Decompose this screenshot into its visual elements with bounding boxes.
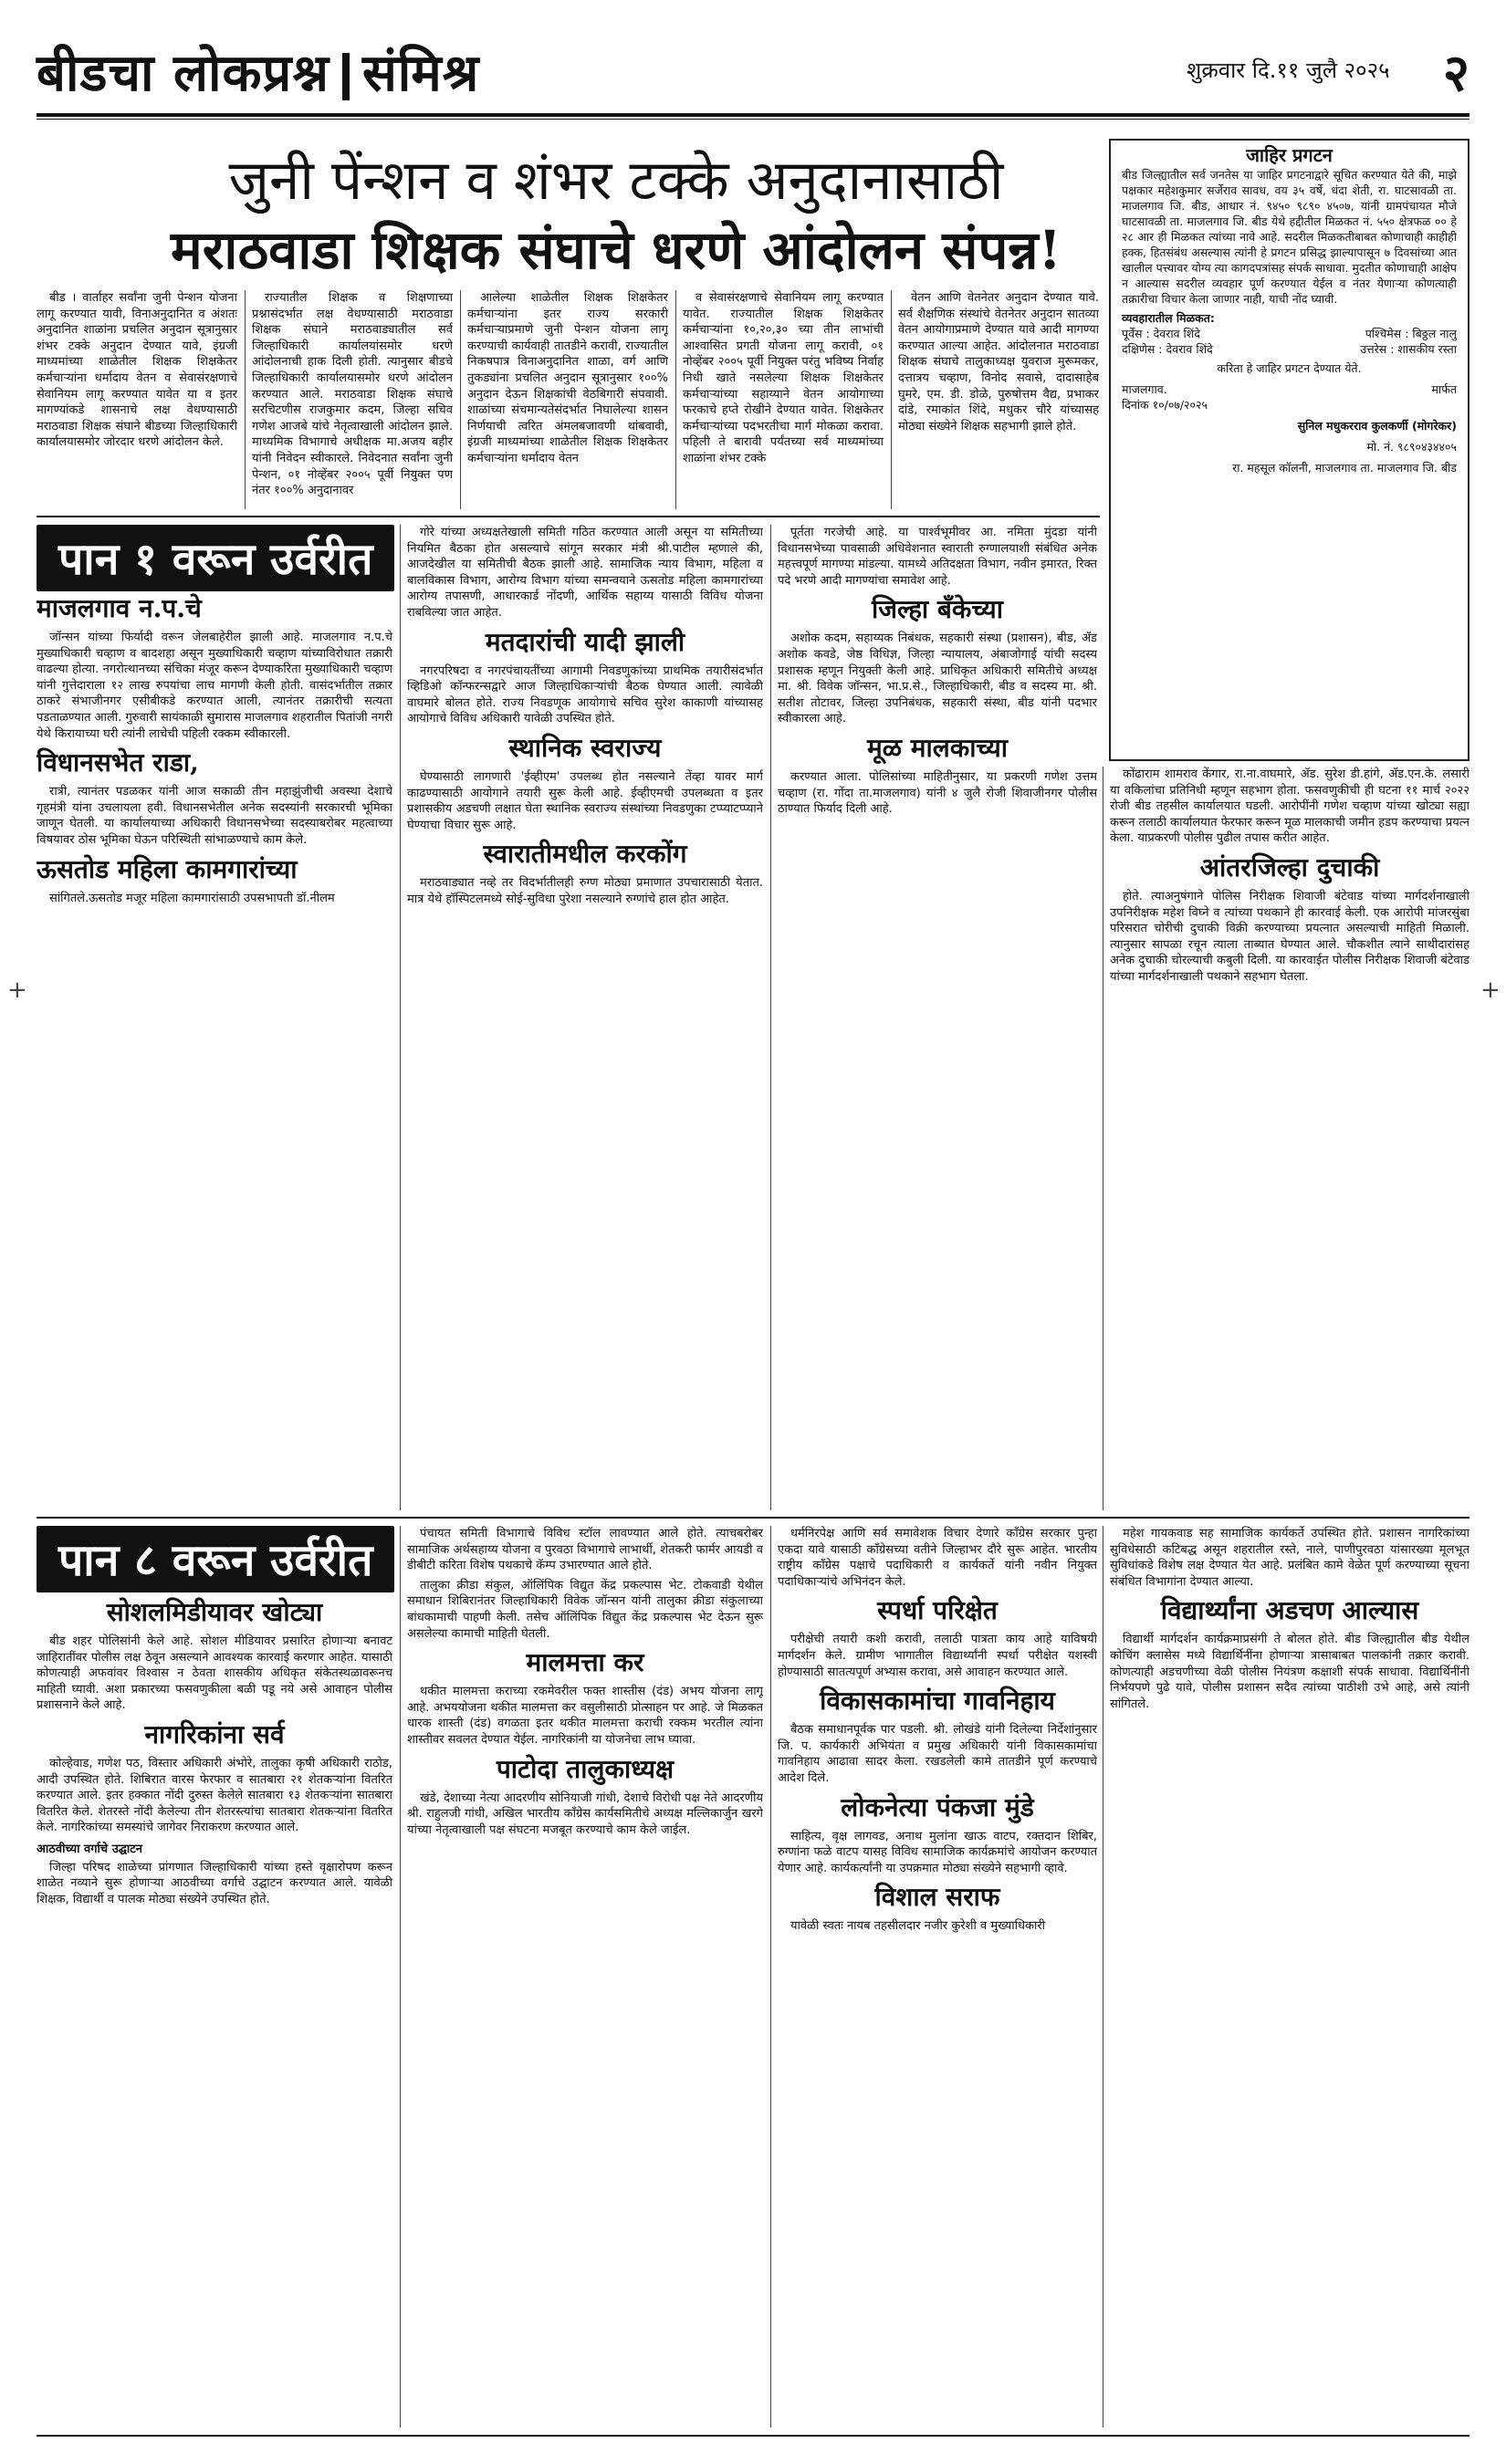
masthead-rule-thin (37, 119, 1469, 120)
bound-west: पश्चिमेस : बिठ्ठल नालु (1365, 327, 1457, 340)
story-text: बैठक समाधानपूर्वक पार पडली. श्री. लोखंडे यांनी दिलेल्या निर्देशांनुसार जि. प. कार्यकारी अभियंता व प्रमुख अधिकारी यांनी विकासकामांचा गावनिहाय आढावा सादर केला. रखडलेली कामे तातडीने पूर्ण करण्याचे आदेश दिले. (778, 1723, 1097, 1785)
story-text: सांगितले.ऊसतोड मजूर महिला कामगारांसाठी उपसभापती डॉ.नीलम (49, 891, 335, 905)
story-text: पूर्तता गरजेची आहे. या पार्श्वभूमीवर आ. नमिता मुंदडा यांनी विधानसभेच्या पावसाळी अधिवेशनात स्वाराती रुग्णालयाशी संबंधित अनेक महत्त्वपूर्ण मागण्या मांडल्या. यामध्ये अतिदक्षता विभाग, नवीन इमारत, रिक्त पदे भरणे आदी मागण्यांचा समावेश आहे. (778, 526, 1097, 588)
page-number: २ (1442, 43, 1469, 103)
story-text: विद्यार्थी मार्गदर्शन कार्यक्रमाप्रसंगी ते बोलत होते. बीड जिल्ह्यातील बीड येथील कोचिंग क्लासेस मध्ये विद्यार्थिनींना होणाऱ्या त्रासाबाबत पालकांनी तक्रार करावी. कोणत्याही अडचणीच्या वेळी पोलीस नियंत्रण कक्षाशी संपर्क साधावा. विद्यार्थिनींनी निर्भयपणे पुढे यावे, पोलीस प्रशासन सदैव त्यांच्या पाठीशी उभे आहे, असे त्यांनी सांगितले. (1110, 1633, 1469, 1711)
bottom-rule (37, 2435, 1469, 2437)
paper-name: बीडचा लोकप्रश्न (37, 43, 329, 103)
notice-property-heading: व्यवहारातील मिळकत: (1122, 311, 1215, 325)
lead-story-text-5: वेतन आणि वेतनेतर अनुदान देण्यात यावे. सर्व शैक्षणिक संस्थांचे वेतनेतर अनुदान सातव्या वेतन आयोगाप्रमाणे देण्यात यावे आदी मागण्या करण्यात आल्या आहेत. आंदोलनात मराठवाडा शिक्षक संघाचे तालुकाध्यक्ष युवराज मुरूमकर, दत्तात्रय चव्हाण, विनोद सवासे, दादासाहेब घुमरे, एम. डी. डोळे, पुरुषोत्तम वैद्य, प्रभाकर दांडे, रमाकांत शिंदे, मधुकर चौरे यांच्यासह मोठ्या संख्येने शिक्षक सहभागी झाले होते. (898, 291, 1099, 433)
masthead (37, 38, 1469, 108)
column-divider (460, 290, 461, 509)
story-text: मराठवाड्यात नव्हे तर विदर्भातीलही रुग्ण मोठ्या प्रमाणात उपचारासाठी येतात. मात्र येथे हॉस्पिटलमध्ये सोई-सुविधा पुरेशा नसल्याने रुग्णांचे हाल होत आहेत. (407, 876, 763, 906)
section-rule (37, 1517, 1469, 1519)
story-heading: आंतरजिल्हा दुचाकी (1199, 851, 1380, 882)
story-text: जिल्हा परिषद शाळेच्या प्रांगणात जिल्हाधिकारी यांच्या हस्ते वृक्षारोपण करून शाळेत नव्याने सुरू होणाऱ्या आठवीच्या वर्गाचे उद्घाटन करण्यात आले. यावेळी शिक्षक, विद्यार्थी व पालक मोठ्या संख्येने उपस्थित होते. (37, 1860, 392, 1906)
story-heading: नागरिकांना सर्व (144, 1718, 285, 1749)
lead-story-text-1: बीड । वार्ताहर सर्वांना जुनी पेन्शन योजना लागू करण्यात यावी, विनाअनुदानित व अंशतः अनुदानित शाळांना प्रचलित अनुदान सूत्रानुसार शंभर टक्के अनुदान देण्यात यावे, इंग्रजी माध्यमांच्या शाळेतील शिक्षक शिक्षकेतर कर्मचाऱ्यांना धर्मादाय वेतन व सेवासंरक्षणाचे सेवानियम लागू करण्यात यावेत या व इतर मागण्यांकडे शासनाचे लक्ष वेधण्यासाठी मराठवाडा शिक्षक संघाने बीडच्या जिल्हाधिकारी कार्यालयासमोर जोरदार धरणे आंदोलन केले. (37, 291, 237, 450)
story-text: नगरपरिषदा व नगरपंचायतींच्या आगामी निवडणुकांच्या प्राथमिक तयारीसंदर्भात व्हिडिओ कॉन्फरन्सद्वारे आज जिल्हाधिकाऱ्यांची बैठक घेण्यात आली. त्यावेळी वाघमारे बोलत होते. राज्य निवडणूक आयोगाचे सचिव सुरेश काकाणी यांच्यासह आयोगाचे विविध अधिकारी यावेळी उपस्थित होते. (407, 663, 763, 726)
lead-headline-line1: जुनी पेंन्शन व शंभर टक्के अनुदानासाठी (228, 149, 1004, 213)
continued-p1-column-3 (778, 525, 1097, 1510)
column-divider (400, 525, 401, 1510)
lead-headline (137, 146, 1095, 285)
lead-story-column-1 (37, 290, 237, 509)
story-heading: मालमत्ता कर (526, 1647, 644, 1678)
story-text: गोरे यांच्या अध्यक्षतेखाली समिती गठित करण्यात आली असून या समितीच्या नियमित बैठका होत असल्याचे सांगून सरकार मंत्री श्री.पाटील म्हणाले की, आजदेखील या समितीची बैठक झाली आहे. सामाजिक न्याय विभाग, महिला व बालविकास विभाग, आरोग्य विभाग यांच्या समन्वयाने ऊसतोड महिला कामगारांच्या आरोग्य तपासणी, आधारकार्ड नोंदणी, आर्थिक सहाय्य यासाठी विविध योजना राबविल्या जात आहेत. (407, 526, 763, 620)
story-text: पंचायत समिती विभागाचे विविध स्टॉल लावण्यात आले होते. त्याचबरोबर सामाजिक अर्थसहाय्य योजना व पुरवठा विभागाचे लाभार्थी, शेतकरी फार्मर आयडी व डीबीटी करिता विशेष पथकाचे कॅम्प उभारण्यात आले होते. (407, 1527, 763, 1573)
story-text: बीड शहर पोलिसांनी केले आहे. सोशल मीडियावर प्रसारित होणाऱ्या बनावट जाहिरातींवर पोलीस लक्ष ठेवून असल्याने आवश्यक कारवाई करणार आहेत. यासाठी कोणत्याही अफवांवर विश्वास न ठेवता शासकीय अधिकृत संकेतस्थळावरूनच माहिती घ्यावी. अशा प्रकारच्या फसवणुकीला बळी पडू नये असे आवाहन पोलीस प्रशासनाने केले आहे. (37, 1634, 392, 1713)
column-divider (770, 525, 771, 1510)
story-text: महेश गायकवाड सह सामाजिक कार्यकर्ते उपस्थित होते. प्रशासन नागरिकांच्या सुविधेसाठी कटिबद्ध असून शहरातील रस्ते, नाले, पाणीपुरवठा यांसारख्या मूलभूत सुविधांकडे विशेष लक्ष देण्यात येत आहे. प्रलंबित कामे वेळेत पूर्ण करण्याच्या सूचना संबंधित विभागांना देण्यात आल्या. (1110, 1527, 1469, 1589)
continued-p8-column-1 (37, 1595, 392, 2427)
story-text: परीक्षेची तयारी कशी करावी, तलाठी पात्रता काय आहे याविषयी मार्गदर्शन केले. ग्रामीण भागातील विद्यार्थ्यांनी स्पर्धा परीक्षेत यशस्वी होण्यासाठी सातत्यपूर्ण अभ्यास करावा, असे आवाहन करण्यात आले. (778, 1633, 1097, 1679)
lead-story-column-4 (683, 290, 884, 509)
story-text: रात्री, त्यानंतर पडळकर यांनी आज सकाळी तीन महाझुंजीची अवस्था देशाचे गृहमंत्री यांना उचलायला हवी. विधानसभेतील अनेक सदस्यांनी सरकारची भूमिका जाणून घेतली. या कार्यालयाच्या अधिकारी विधानसभेच्या सदस्याबरोबर महत्वाच्या विषयावर ठोस भूमिका घेऊन परिस्थिती सांभाळण्याचे काम केले. (37, 785, 392, 847)
story-heading: सोशलमिडीयावर खोट्या (106, 1597, 323, 1627)
continued-p1-column-1 (37, 591, 392, 1513)
notice-mobile: मो. नं. ९८९०४३४४०५ (1366, 440, 1457, 454)
story-subheading: आठवीच्या वर्गाचे उद्घाटन (37, 1842, 142, 1856)
column-divider (675, 290, 676, 509)
story-text: साहित्य, वृक्ष लागवड, अनाथ मुलांना खाऊ वाटप, रक्तदान शिबिर, रुग्णांना फळे वाटप यासह विविध सामाजिक कार्यक्रमांचे आयोजन करण्यात येणार आहे. कार्यकर्त्यांनी या उपक्रमात मोठ्या संख्येने सहभागी व्हावे. (778, 1829, 1097, 1875)
story-heading: जिल्हा बँकेच्या (871, 594, 1004, 625)
bound-north: उत्तरेस : शासकीय रस्ता (1360, 342, 1457, 356)
lead-story-column-2 (252, 290, 453, 509)
story-text: घेण्यासाठी लागणारी 'ईव्हीएम' उपलब्ध होत नसल्याने तेंव्हा यावर मार्ग काढण्यासाठी आयोगाने तयारी सुरू केली आहे. ईव्हीएमची उपलब्धता व इतर प्रशासकीय अडचणी लक्षात घेता स्थानिक स्वराज्य संस्थांच्या निवडणुका टप्प्याटप्प्याने घेण्याचा विचार सुरू आहे. (407, 769, 763, 832)
story-heading: ऊसतोड महिला कामगारांच्या (37, 853, 298, 884)
story-text: करण्यात आला. पोलिसांच्या माहितीनुसार, या प्रकरणी गणेश उत्तम चव्हाण (रा. गोंदा ता.माजलगाव) यांनी ४ जुलै रोजी शिवाजीनगर पोलीस ठाण्यात फिर्याद दिली आहे. (778, 769, 1097, 817)
column-divider (770, 1526, 771, 2427)
story-heading: पाटोदा तालुकाध्यक्ष (496, 1753, 675, 1784)
masthead-brand (37, 38, 479, 108)
continued-p8-column-4 (1110, 1526, 1469, 2427)
story-heading: मतदारांची यादी झाली (485, 626, 685, 657)
story-text: यावेळी स्वतः नायब तहसीलदार नजीर कुरेशी व मुख्याधिकारी (790, 1919, 1046, 1934)
lead-headline-line2: मराठवाडा शिक्षक संघाचे धरणे आंदोलन संपन्न! (171, 219, 1062, 281)
section-name: संमिश्र (361, 43, 480, 103)
lead-story-column-3 (467, 290, 668, 509)
story-text: धर्मनिरपेक्ष आणि सर्व समावेशक विचार देणारे काँग्रेस सरकार पुन्हा एकदा यावे यासाठी काँग्रेसच्या वतीने जिल्हाभर दौरे सुरू आहेत. भारतीय राष्ट्रीय काँग्रेस पक्षाचे पदाधिकारी व कार्यकर्ते यांनी नवीन नियुक्त पदाधिकाऱ्यांचे अभिनंदन केले. (778, 1527, 1097, 1589)
story-heading: विद्यार्थ्यांना अडचण आल्यास (1160, 1595, 1419, 1626)
notice-bounds-row (1122, 326, 1457, 341)
story-heading: मूळ मालकाच्या (866, 732, 1009, 763)
story-heading: माजलगाव न.प.चे (37, 593, 202, 623)
lead-story-text-2: राज्यातील शिक्षक व शिक्षणाच्या प्रश्नासंदर्भात लक्ष वेधण्यासाठी मराठवाडा शिक्षक संघाने मराठवाड्यातील सर्व जिल्हाधिकारी कार्यालयांसमोर धरणे आंदोलनाची हाक दिली होती. त्यानुसार बीडचे जिल्हाधिकारी कार्यालयासमोर धरणे आंदोलन करण्यात आले. मराठवाडा शिक्षक संघाचे सरचिटणीस राजकुमार कदम, जिल्हा सचिव गणेश आजबे यांचे नेतृत्वाखाली आंदोलन झाले. माध्यमिक विभागाचे अधीक्षक मा.अजय बहीर यांनी निवेदन स्वीकारले. निवेदनात सर्वांना जुनी पेन्शन, ०१ नोव्हेंबर २००५ पूर्वी नियुक्त पण नंतर १००% अनुदानावर (252, 291, 453, 498)
masthead-rule (37, 113, 1469, 117)
column-divider (245, 290, 246, 509)
story-text: तालुका क्रीडा संकुल, ऑलिंपिक विद्युत केंद्र प्रकल्पास भेट. टोकवाडी येथील समाधान शिबिरानंतर जिल्हाधिकारी विवेक जॉन्सन यांनी तालुका क्रीडा संकुलाच्या बांधकामाची पाहणी केली. तसेच ऑलिंपिक विद्युत केंद्र प्रकल्पास भेट देऊन सुरू असलेल्या कामाची माहिती घेतली. (407, 1578, 763, 1641)
notice-footer: करिता हे जाहिर प्रगटन देण्यात येते. (1217, 361, 1362, 375)
continued-from-page-8-banner: पान ८ वरून उर्वरीत (37, 1526, 394, 1592)
story-text: कोंढाराम शामराव केंगार, रा.ना.वाघमारे, ॲड. सुरेश डी.हांगे, ॲड.एन.के. लसारी या वकिलांचा प्रतिनिधी म्हणून सहभाग होता. फसवणुकीची ही घटना ११ मार्च २०२२ रोजी बीड तहसील कार्यालयात घडली. आरोपींनी गणेश चव्हाण यांच्या खोट्या सह्या करून तलाठी कार्यालयात फेरफार करून मूळ मालकाची जमीन हडप करण्याचा प्रयत्न केला. याप्रकरणी पोलीस पुढील तपास करीत आहेत. (1110, 767, 1469, 846)
story-text: कोल्हेवाड, गणेश पठ, विस्तार अधिकारी अंभोरे, तालुका कृषी अधिकारी राठोड, आदी उपस्थित होते. शिबिरात वारस फेरफार व सातबारा २१ शेतकऱ्यांना वितरित करण्यात आले. इतर हक्कात नोंदी दुरुस्त केलेले सातबारा १३ शेतकऱ्यांना सातबारा वितरित केले. शेतरस्ते नोंदी केलेल्या तीन शेतरस्त्यांचा सातबारा शेतकऱ्यांना वितरित केले. नागरिकांच्या समस्यांचे जागेवर निराकरण करण्यात आले. (37, 1756, 392, 1835)
registration-mark-icon: + (1480, 976, 1501, 1004)
continued-p1-column-2 (407, 525, 763, 1510)
notice-bounds-row (1122, 341, 1457, 357)
notice-place-row (1122, 381, 1457, 397)
registration-mark-icon: + (7, 976, 27, 1004)
notice-signatory: सुनिल मधुकरराव कुलकर्णी (मोगरेकर) (1297, 419, 1457, 433)
column-divider (400, 1526, 401, 2427)
story-text: होते. त्याअनुषंगाने पोलिस निरीक्षक शिवाजी बंटेवाड यांच्या मार्गदर्शनाखाली उपनिरीक्षक महेश विघ्ने व त्यांच्या पथकाने ही कारवाई केली. एक आरोपी मांजरसुंबा परिसरात चोरीची दुचाकी विक्री करण्याच्या प्रयत्नात असल्याची माहिती मिळाली. त्यानुसार सापळा रचून त्याला ताब्यात घेण्यात आले. चौकशीत त्याने साथीदारांसह अनेक दुचाकी चोरल्याची कबुली दिली. या कारवाईत पोलीस निरीक्षक शिवाजी बंटेवाड यांच्या मार्गदर्शनाखाली पथकाने सहभाग घेतला. (1110, 889, 1469, 984)
notice-date: दिनांक १०/०७/२०२५ (1122, 398, 1208, 412)
lead-story-column-5 (898, 290, 1099, 509)
story-heading: स्वारातीमधील करकोंग (483, 839, 687, 870)
story-heading: लोकनेत्या पंकजा मुंडे (841, 1791, 1034, 1822)
lead-story-text-3: आलेल्या शाळेतील शिक्षक शिक्षकेतर कर्मचाऱ्यांना इतर राज्य सरकारी कर्मचाऱ्याप्रमाणे जुनी पेन्शन योजना लागू करण्याची कार्यवाही तातडीने करावी, राज्यातील निकषपात्र विनाअनुदानित शाळा, वर्ग आणि तुकड्यांना प्रचलित अनुदान सूत्रानुसार १००% अनुदान देऊन शिक्षकांची वेठबिगारी संपवावी. शाळांच्या संचमान्यतेसंदर्भात निघालेल्या शासन निर्णयाची त्वरित अंमलबजावणी थांबवावी, इंग्रजी माध्यमांच्या शाळेतील शिक्षक शिक्षकेतर कर्मचाऱ्यांना धर्मादाय वेतन (467, 291, 668, 465)
notice-address: रा. महसूल कॉलनी, माजलगाव ता. माजलगाव जि. बीड (1232, 461, 1457, 475)
issue-date: शुक्रवार दि.११ जुलै २०२५ (1187, 57, 1390, 83)
continued-p8-column-3 (778, 1526, 1097, 2427)
story-heading: विकासकामांचा गावनिहाय (820, 1686, 1055, 1717)
story-heading: स्पर्धा परिक्षेत (877, 1595, 998, 1626)
story-text: जॉन्सन यांच्या फिर्यादी वरून जेलबाहेरील झाली आहे. माजलगाव न.प.चे मुख्याधिकारी चव्हाण व बादशहा असून मुख्याधिकारी चव्हाण यांच्याविरोधात तक्रारी वाढल्या होत्या. नगरोत्थानच्या संचिका मंजूर करून देण्याकरिता मुख्याधिकारी चव्हाण यांनी गुत्तेदाराला १२ लाख रुपयांचा लाच मागणी केली होती. वासंदर्भातील तक्रार ठाकरे संभाजीनगर एसीबीकडे करण्यात आली, त्यानंतर तक्रारीची सत्यता पडताळण्यात आली. गुरुवारी सायंकाळी सुमारास माजलगाव शहरातील पितांजी नगरी येथे किरायाच्या घरी त्यांनी लाचेची पहिली रक्कम स्वीकारली. (37, 631, 392, 741)
story-heading: विधानसभेत राडा, (37, 747, 199, 778)
story-text: अशोक कदम, सहाय्यक निबंधक, सहकारी संस्था (प्रशासन), बीड, ॲड अशोक कवडे, जेष्ठ विधिज्ञ, जिल्हा न्यायालय, अंबाजोगाई यांची सदस्य प्रशासक म्हणून नियुक्ती केली आहे. प्राधिकृत अधिकारी समितीचे अध्यक्ष मा. श्री. विवेक जॉन्सन, भा.प्र.से., जिल्हाधिकारी, बीड व सदस्य मा. श्री. सतीश तोटावर, जिल्हा उपनिबंधक, सहकारी संस्था, बीड यांनी पदभार स्वीकारला आहे. (778, 632, 1097, 726)
notice-body: बीड जिल्ह्यातील सर्व जनतेस या जाहिर प्रगटनाद्वारे सूचित करण्यात येते की, माझे पक्षकार महेशकुमार सर्जेराव सावध, वय ३५ वर्षे, धंदा शेती, रा. घाटसावळी ता. माजलगाव जि. बीड, आधार नं. ९४५० ९८९० ४५०७, यांनी ग्रामपंचायत मौजे घाटसावळी ता. माजलगाव जि. बीड येथे हद्दीतील मिळकत नं. ५५० क्षेत्रफळ ०० हे २८ आर ही मिळकत त्यांच्या नावे आहे. सदरील मिळकतीबाबत कोणाचाही काहीही हक्क, हितसंबंध असल्यास त्यांनी हे प्रगटन प्रसिद्ध झाल्यापासून ७ दिवसांच्या आत खालील पत्त्यावर योग्य त्या कागदपत्रांसह संपर्क साधावा. मुदतीत कोणाचाही आक्षेप न आल्यास सदरील व्यवहार पूर्ण करण्यात येईल व नंतर येणाऱ्या कोणत्याही तक्रारीचा विचार केला जाणार नाही, याची नोंद घ्यावी. (1122, 168, 1457, 306)
masthead-separator (342, 53, 350, 100)
continued-p8-column-2 (407, 1526, 763, 2427)
notice-for-label: मार्फत (1431, 382, 1457, 396)
story-heading: स्थानिक स्वराज्य (508, 732, 662, 763)
section-rule (37, 516, 1100, 517)
story-heading: विशाल सराफ (874, 1882, 1000, 1913)
lead-story-text-4: व सेवासंरक्षणाचे सेवानियम लागू करण्यात यावेत. राज्यातील शिक्षक शिक्षकेतर कर्मचाऱ्यांना १०,२०,३० च्या तीन लाभांची आश्वासित प्रगती योजना लागू करावी, ०१ नोव्हेंबर २००५ पूर्वी नियुक्त परंतु भविष्य निर्वाह निधी खाते नसलेल्या शिक्षक शिक्षकेतर कर्मचाऱ्यांच्या सहाय्याने वेतन आयोगाच्या फरकाचे हप्ते रोखीने देण्यात यावेत. शिक्षकेतर कर्मचाऱ्यांच्या पदभरतीचा मार्ग मोकळा करावा. पहिली ते बारावी पर्यंतच्या सर्व माध्यमांच्या शाळांना शंभर टक्के (683, 291, 884, 465)
continued-p1-column-4 (1110, 767, 1469, 1510)
column-divider (891, 290, 892, 509)
notice-title: जाहिर प्रगटन (1246, 144, 1333, 166)
bound-east: पूर्वेस : देवराव शिंदे (1122, 327, 1200, 340)
public-notice-box (1109, 139, 1469, 761)
notice-place: माजलगाव. (1122, 382, 1167, 396)
story-text: थकीत मालमत्ता कराच्या रकमेवरील फक्त शास्तीस (दंड) अभय योजना लागू आहे. अभययोजना थकीत मालमत्ता कर वसुलीसाठी प्रोत्साहन पर आहे. जे मिळकत धारक शास्ती (दंड) वगळता इतर थकीत मालमत्ता कराची रक्कम भरतील त्यांना शास्तीवर सवलत देण्यात येईल. नागरिकांनी या योजनेचा लाभ घ्यावा. (407, 1685, 763, 1747)
story-text: खंडे, देशाच्या नेत्या आदरणीय सोनियाजी गांधी, देशाचे विरोधी पक्ष नेते आदरणीय श्री. राहुलजी गांधी, अखिल भारतीय काँग्रेस कार्यसमितीचे अध्यक्ष मल्लिकार्जुन खरगे यांच्या नेतृत्वाखाली पक्ष संघटना मजबूत करण्याचे काम केले जाईल. (407, 1791, 763, 1837)
continued-from-page-1-banner: पान १ वरून उर्वरीत (37, 525, 394, 591)
bound-south: दक्षिणेस : देवराव शिंदे (1122, 342, 1213, 356)
